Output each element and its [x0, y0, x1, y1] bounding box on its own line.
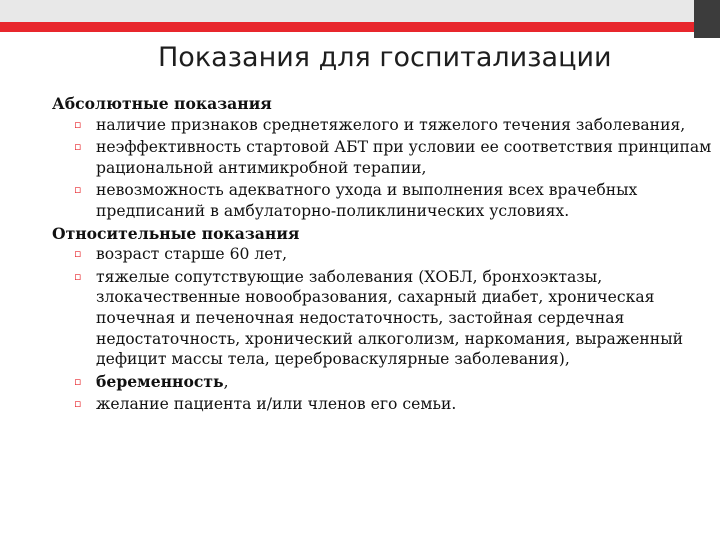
list-item — [74, 115, 712, 136]
section-heading-absolute: Абсолютные показания — [52, 94, 272, 113]
list-item-text: желание пациента и/или членов его семьи. — [96, 395, 457, 414]
header-red-line — [0, 22, 694, 32]
slide-header-bar — [0, 0, 720, 38]
list-item-text: возраст старше 60 лет, — [96, 245, 288, 264]
bullet-icon: ▫ — [74, 247, 82, 261]
relative-indications-list — [52, 244, 712, 415]
list-item-text: , — [223, 372, 229, 391]
slide-title: Показания для госпитализации — [158, 42, 612, 73]
header-dark-corner — [694, 0, 720, 38]
list-item — [74, 137, 712, 178]
bullet-icon: ▫ — [74, 397, 82, 411]
absolute-indications-list — [52, 115, 712, 222]
header-gray-strip — [0, 0, 720, 22]
list-item-text: тяжелые сопутствующие заболевания (ХОБЛ, бронхоэктазы, злокачественные новообразования, сахарный диабет, хроническая почечная и печеночная недостаточность, застойная сердечная недостаточность, хронический алкоголизм, наркомания, выраженный дефицит массы тела, цереброваскулярные заболевания), — [96, 267, 683, 369]
list-item — [74, 180, 712, 221]
list-item — [74, 394, 712, 415]
section-heading-relative: Относительные показания — [52, 223, 300, 243]
list-item-bold-text: беременность — [96, 371, 224, 391]
bullet-icon: ▫ — [74, 374, 82, 388]
list-item-text: невозможность адекватного ухода и выполнения всех врачебных предписаний в амбулаторно-поликлинических условиях. — [96, 181, 638, 220]
list-item-text: неэффективность стартовой АБТ при условии ее соответствия принципам рациональной антимикробной терапии, — [96, 138, 712, 177]
bullet-icon: ▫ — [74, 269, 82, 283]
list-item — [74, 244, 712, 265]
bullet-icon: ▫ — [74, 117, 82, 131]
slide-body — [52, 94, 712, 417]
list-item — [74, 371, 712, 393]
list-item-text: наличие признаков среднетяжелого и тяжелого течения заболевания, — [96, 115, 686, 134]
list-item — [74, 267, 712, 370]
bullet-icon: ▫ — [74, 183, 82, 197]
bullet-icon: ▫ — [74, 140, 82, 154]
